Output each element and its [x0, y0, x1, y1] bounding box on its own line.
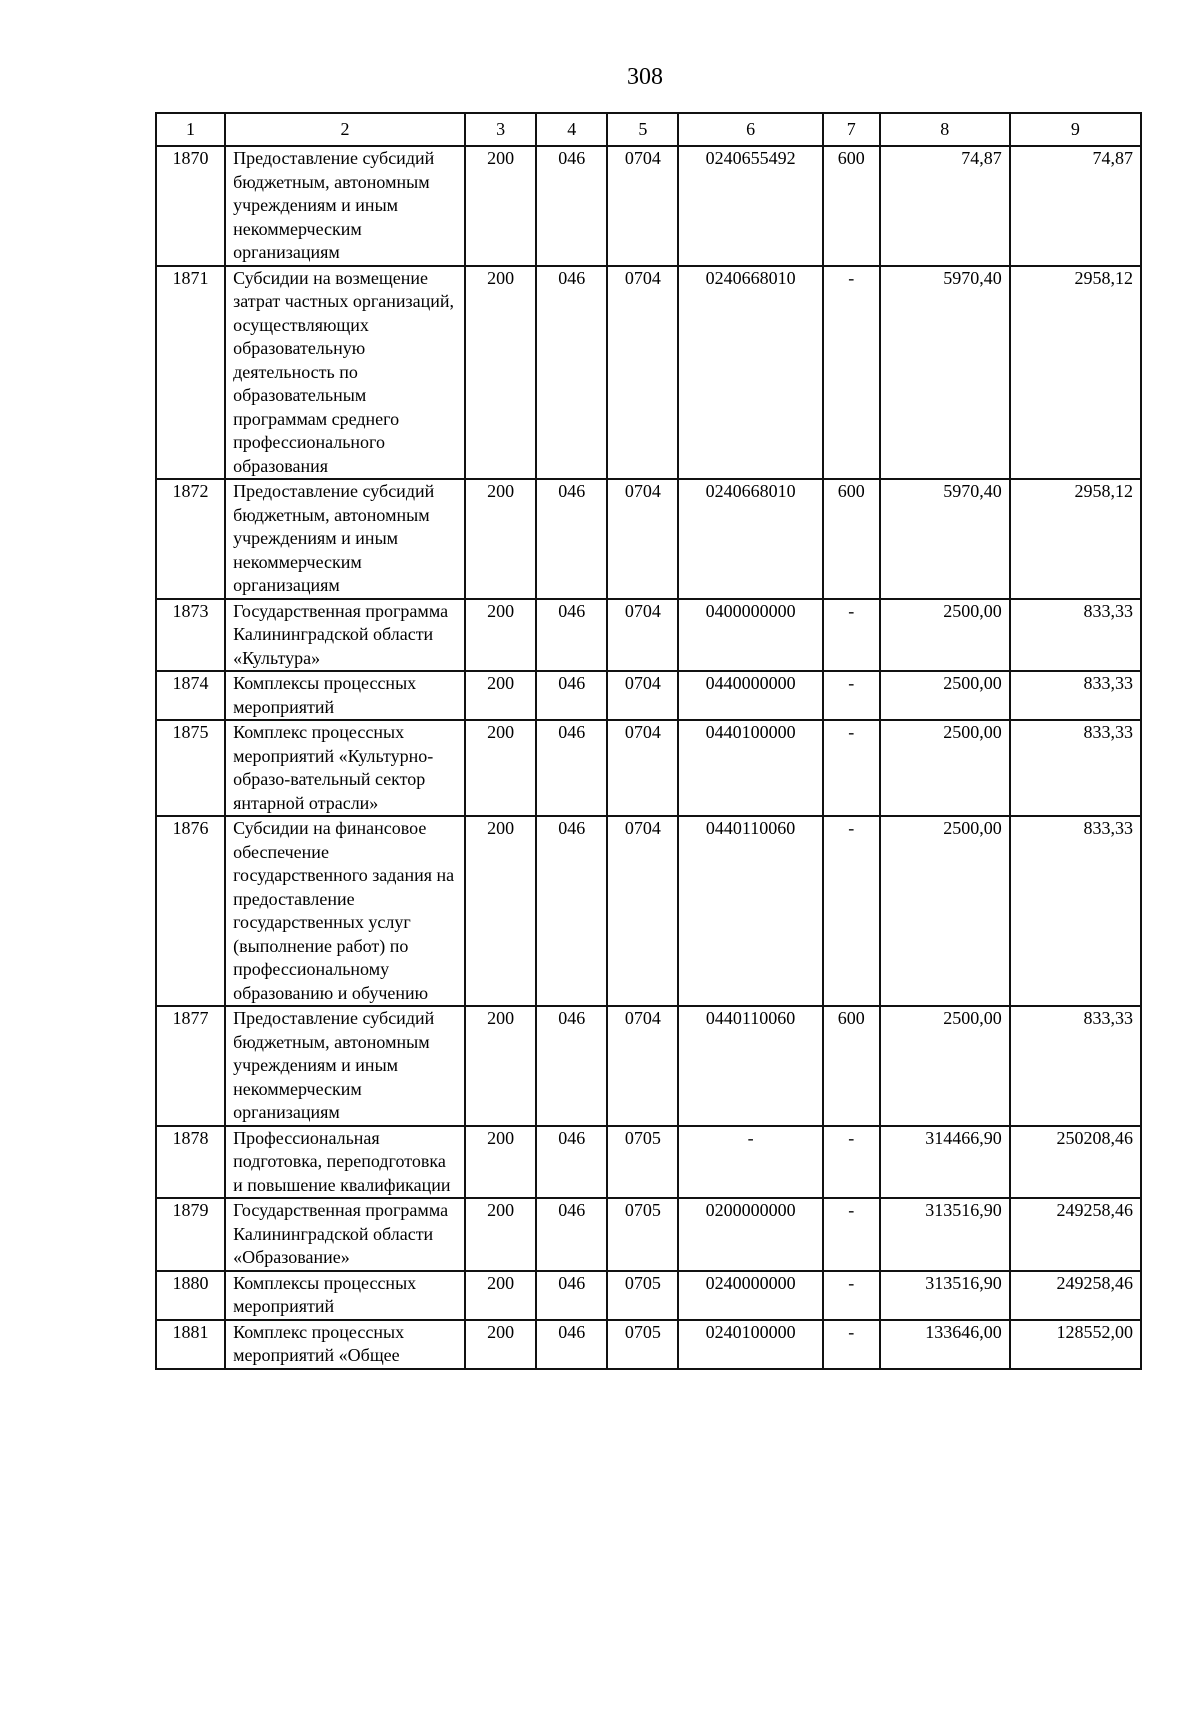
cell-col4: 046	[536, 720, 607, 816]
cell-col5: 0705	[607, 1320, 678, 1369]
cell-col4: 046	[536, 1198, 607, 1271]
cell-col8: 5970,40	[880, 479, 1010, 599]
cell-col5: 0704	[607, 816, 678, 1006]
cell-col6: 0240655492	[678, 146, 822, 266]
cell-col6: 0240668010	[678, 266, 822, 480]
cell-col3: 200	[465, 671, 536, 720]
header-cell: 9	[1010, 113, 1141, 146]
cell-col8: 313516,90	[880, 1271, 1010, 1320]
cell-col5: 0704	[607, 720, 678, 816]
cell-col8: 133646,00	[880, 1320, 1010, 1369]
cell-col8: 74,87	[880, 146, 1010, 266]
row-number: 1872	[156, 479, 225, 599]
header-cell: 6	[678, 113, 822, 146]
cell-col7: 600	[823, 479, 880, 599]
header-cell: 5	[607, 113, 678, 146]
row-description: Профессиональная подготовка, переподготовка и повышение квалификации	[225, 1126, 465, 1199]
cell-col4: 046	[536, 1006, 607, 1126]
cell-col4: 046	[536, 1320, 607, 1369]
cell-col4: 046	[536, 146, 607, 266]
cell-col4: 046	[536, 1271, 607, 1320]
cell-col5: 0705	[607, 1198, 678, 1271]
cell-col4: 046	[536, 816, 607, 1006]
header-cell: 1	[156, 113, 225, 146]
row-description: Предоставление субсидий бюджетным, автономным учреждениям и иным некоммерческим организациям	[225, 1006, 465, 1126]
cell-col5: 0704	[607, 146, 678, 266]
row-description: Государственная программа Калининградской области «Культура»	[225, 599, 465, 672]
cell-col7: -	[823, 1126, 880, 1199]
row-number: 1874	[156, 671, 225, 720]
row-description: Комплексы процессных мероприятий	[225, 671, 465, 720]
row-description: Предоставление субсидий бюджетным, автономным учреждениям и иным некоммерческим организациям	[225, 146, 465, 266]
budget-table	[155, 112, 1142, 1370]
cell-col6: -	[678, 1126, 822, 1199]
cell-col3: 200	[465, 599, 536, 672]
cell-col8: 314466,90	[880, 1126, 1010, 1199]
cell-col7: -	[823, 599, 880, 672]
header-cell: 7	[823, 113, 880, 146]
cell-col9: 250208,46	[1010, 1126, 1141, 1199]
cell-col8: 2500,00	[880, 816, 1010, 1006]
cell-col9: 833,33	[1010, 816, 1141, 1006]
row-description: Комплексы процессных мероприятий	[225, 1271, 465, 1320]
cell-col5: 0705	[607, 1271, 678, 1320]
cell-col4: 046	[536, 266, 607, 480]
cell-col3: 200	[465, 1198, 536, 1271]
table-row	[156, 1126, 1141, 1199]
table-row	[156, 1320, 1141, 1369]
cell-col3: 200	[465, 816, 536, 1006]
cell-col8: 2500,00	[880, 671, 1010, 720]
cell-col9: 2958,12	[1010, 479, 1141, 599]
cell-col9: 2958,12	[1010, 266, 1141, 480]
row-number: 1873	[156, 599, 225, 672]
cell-col7: -	[823, 816, 880, 1006]
header-row	[156, 113, 1141, 146]
cell-col8: 5970,40	[880, 266, 1010, 480]
table-row	[156, 266, 1141, 480]
cell-col6: 0240668010	[678, 479, 822, 599]
cell-col5: 0704	[607, 599, 678, 672]
cell-col3: 200	[465, 479, 536, 599]
cell-col6: 0400000000	[678, 599, 822, 672]
cell-col5: 0704	[607, 266, 678, 480]
table-row	[156, 1271, 1141, 1320]
row-number: 1876	[156, 816, 225, 1006]
row-number: 1880	[156, 1271, 225, 1320]
table-row	[156, 146, 1141, 266]
cell-col5: 0704	[607, 671, 678, 720]
table-row	[156, 479, 1141, 599]
row-number: 1878	[156, 1126, 225, 1199]
row-description: Комплекс процессных мероприятий «Культурно-образо-вательный сектор янтарной отрасли»	[225, 720, 465, 816]
cell-col9: 128552,00	[1010, 1320, 1141, 1369]
header-cell: 4	[536, 113, 607, 146]
row-number: 1881	[156, 1320, 225, 1369]
cell-col6: 0240100000	[678, 1320, 822, 1369]
table-row	[156, 1198, 1141, 1271]
cell-col7: -	[823, 671, 880, 720]
cell-col8: 313516,90	[880, 1198, 1010, 1271]
cell-col7: -	[823, 1320, 880, 1369]
cell-col3: 200	[465, 720, 536, 816]
cell-col7: 600	[823, 146, 880, 266]
row-description: Государственная программа Калининградской области «Образование»	[225, 1198, 465, 1271]
cell-col8: 2500,00	[880, 599, 1010, 672]
row-description: Субсидии на финансовое обеспечение государственного задания на предоставление государственных услуг (выполнение работ) по профессиональному образованию и обучению	[225, 816, 465, 1006]
row-number: 1871	[156, 266, 225, 480]
row-number: 1870	[156, 146, 225, 266]
row-number: 1879	[156, 1198, 225, 1271]
cell-col3: 200	[465, 1271, 536, 1320]
row-number: 1877	[156, 1006, 225, 1126]
cell-col6: 0440100000	[678, 720, 822, 816]
header-cell: 8	[880, 113, 1010, 146]
page-number: 308	[627, 64, 663, 90]
cell-col6: 0440110060	[678, 816, 822, 1006]
cell-col9: 249258,46	[1010, 1198, 1141, 1271]
cell-col4: 046	[536, 479, 607, 599]
cell-col9: 833,33	[1010, 720, 1141, 816]
cell-col9: 833,33	[1010, 671, 1141, 720]
cell-col7: -	[823, 1271, 880, 1320]
cell-col4: 046	[536, 599, 607, 672]
cell-col9: 74,87	[1010, 146, 1141, 266]
cell-col5: 0705	[607, 1126, 678, 1199]
table-row	[156, 816, 1141, 1006]
header-cell: 2	[225, 113, 465, 146]
cell-col7: -	[823, 720, 880, 816]
table-row	[156, 599, 1141, 672]
cell-col3: 200	[465, 146, 536, 266]
cell-col3: 200	[465, 1126, 536, 1199]
cell-col6: 0200000000	[678, 1198, 822, 1271]
table-row	[156, 671, 1141, 720]
row-description: Предоставление субсидий бюджетным, автономным учреждениям и иным некоммерческим организациям	[225, 479, 465, 599]
cell-col9: 249258,46	[1010, 1271, 1141, 1320]
cell-col6: 0440110060	[678, 1006, 822, 1126]
cell-col8: 2500,00	[880, 720, 1010, 816]
cell-col5: 0704	[607, 1006, 678, 1126]
cell-col7: 600	[823, 1006, 880, 1126]
cell-col6: 0240000000	[678, 1271, 822, 1320]
row-number: 1875	[156, 720, 225, 816]
cell-col7: -	[823, 266, 880, 480]
header-cell: 3	[465, 113, 536, 146]
cell-col6: 0440000000	[678, 671, 822, 720]
cell-col7: -	[823, 1198, 880, 1271]
cell-col9: 833,33	[1010, 599, 1141, 672]
cell-col4: 046	[536, 1126, 607, 1199]
cell-col3: 200	[465, 266, 536, 480]
cell-col8: 2500,00	[880, 1006, 1010, 1126]
table-row	[156, 1006, 1141, 1126]
cell-col5: 0704	[607, 479, 678, 599]
row-description: Субсидии на возмещение затрат частных организаций, осуществляющих образовательную деятельность по образовательным программам среднего профессионального образования	[225, 266, 465, 480]
table-row	[156, 720, 1141, 816]
cell-col3: 200	[465, 1320, 536, 1369]
cell-col4: 046	[536, 671, 607, 720]
cell-col9: 833,33	[1010, 1006, 1141, 1126]
cell-col3: 200	[465, 1006, 536, 1126]
row-description: Комплекс процессных мероприятий «Общее	[225, 1320, 465, 1369]
